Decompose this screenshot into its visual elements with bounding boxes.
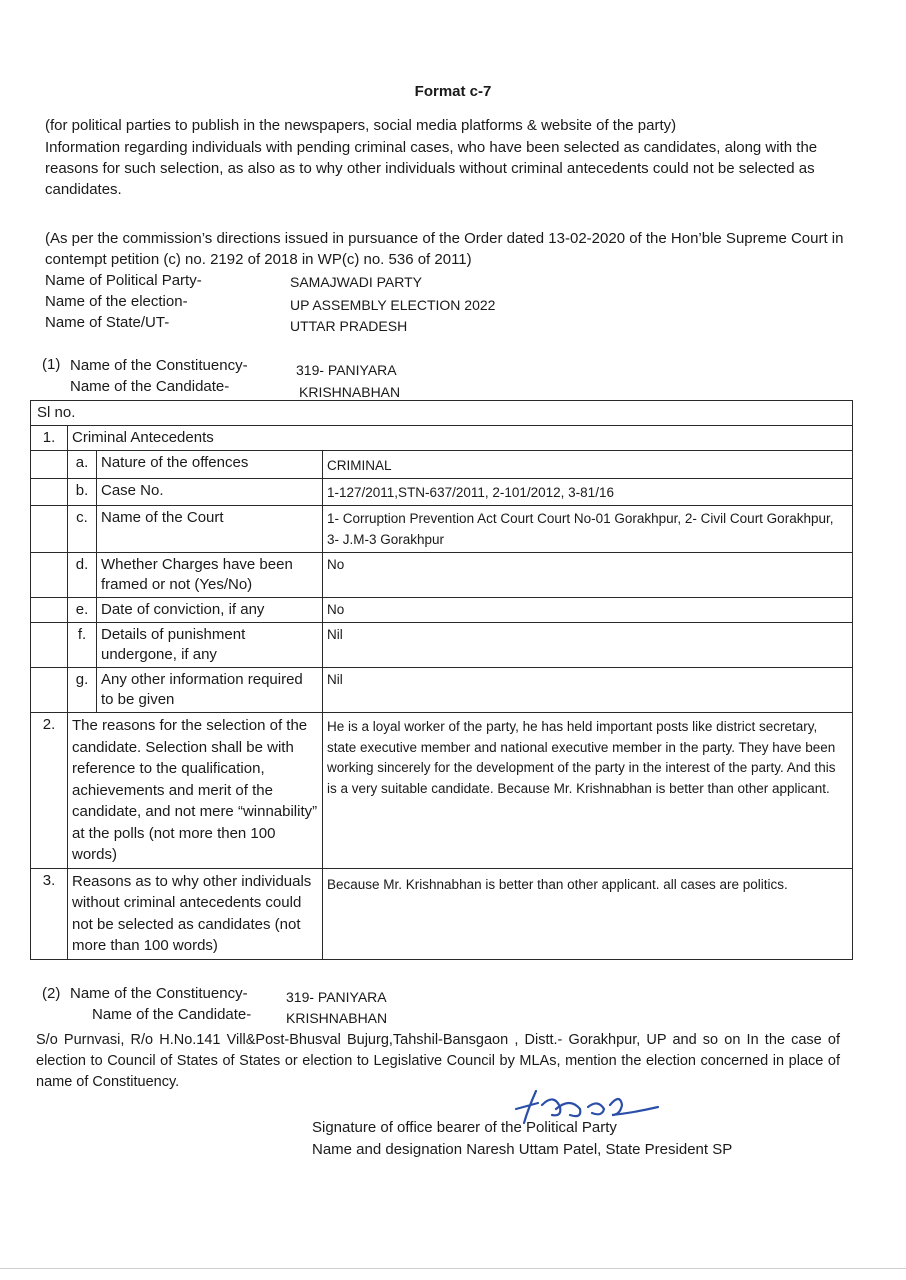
empty-cell <box>31 668 68 713</box>
signature-line: Signature of office bearer of the Political Party <box>312 1119 617 1136</box>
sub-f-label: Details of punishment undergone, if any <box>97 623 323 668</box>
empty-cell <box>31 506 68 553</box>
sub-c-value: 1- Corruption Prevention Act Court Court No-01 Gorakhpur, 2- Civil Court Gorakhpur, 3- J.M-3 Gorakhpur <box>323 506 853 553</box>
sub-b-label: Case No. <box>97 479 323 506</box>
intro-line-1: (for political parties to publish in the newspapers, social media platforms & website of the party) <box>45 117 677 134</box>
commission-directions: (As per the commission’s directions issued in pursuance of the Order dated 13-02-2020 of the Hon’ble Supreme Court in contempt petition (c) no. 2192 of 2018 in WP(c) no. 536 of 2011) <box>45 230 844 268</box>
row-2-number: 2. <box>31 713 68 869</box>
sub-d-label: Whether Charges have been framed or not (Yes/No) <box>97 553 323 598</box>
party-value: SAMAJWADI PARTY <box>290 274 422 290</box>
section-2-number: (2) <box>42 985 61 1002</box>
election-label: Name of the election- <box>45 293 188 310</box>
row-1-label: Criminal Antecedents <box>68 426 853 451</box>
sub-b-value: 1-127/2011,STN-637/2011, 2-101/2012, 3-81/16 <box>323 479 853 506</box>
sub-f-letter: f. <box>68 623 97 668</box>
section-1-candidate-label: Name of the Candidate- <box>70 378 230 395</box>
empty-cell <box>31 451 68 479</box>
state-value: UTTAR PRADESH <box>290 318 408 334</box>
sub-g-value: Nil <box>323 668 853 713</box>
section-2-candidate-value: KRISHNABHAN <box>286 1010 388 1026</box>
table-header-row <box>31 401 853 426</box>
sub-c-label: Name of the Court <box>97 506 323 553</box>
party-label: Name of Political Party- <box>45 272 202 289</box>
sub-e-value: No <box>323 598 853 623</box>
table-row <box>31 668 853 713</box>
row-3-label: Reasons as to why other individuals without criminal antecedents could not be selected as candidates (not more than 100 words) <box>68 868 323 959</box>
election-value: UP ASSEMBLY ELECTION 2022 <box>290 297 496 313</box>
empty-cell <box>31 479 68 506</box>
table-row <box>31 623 853 668</box>
criminal-antecedents-table <box>30 400 853 960</box>
sub-a-label: Nature of the offences <box>97 451 323 479</box>
page-bottom-edge <box>0 1268 906 1269</box>
sub-f-value: Nil <box>323 623 853 668</box>
sub-e-letter: e. <box>68 598 97 623</box>
sub-a-value: CRIMINAL <box>323 451 853 479</box>
sub-e-label: Date of conviction, if any <box>97 598 323 623</box>
sub-d-value: No <box>323 553 853 598</box>
sl-no-header: Sl no. <box>31 401 853 426</box>
format-title: Format c-7 <box>414 83 492 100</box>
section-1-constituency-value: 319- PANIYARA <box>296 362 397 378</box>
section-2-constituency-label: Name of the Constituency- <box>70 985 248 1002</box>
row-2-value: He is a loyal worker of the party, he has held important posts like district secretary, state executive member and national executive member in the party. They have been working sincerely for the development of the party in the interest of the party. And this is a very suitable candidate. Because Mr. Krishnabhan is better than other applicant. <box>323 713 853 869</box>
table-row <box>31 506 853 553</box>
row-2-label: The reasons for the selection of the candidate. Selection shall be with reference to the qualification, achievements and merit of the candidate, and not mere “winnability” at the polls (not more then 100 words) <box>68 713 323 869</box>
row-3-value: Because Mr. Krishnabhan is better than other applicant. all cases are politics. <box>323 868 853 959</box>
sub-g-letter: g. <box>68 668 97 713</box>
sub-a-letter: a. <box>68 451 97 479</box>
name-designation: Name and designation Naresh Uttam Patel, State President SP <box>312 1141 733 1158</box>
empty-cell <box>31 553 68 598</box>
table-row <box>31 598 853 623</box>
section-2-constituency-value: 319- PANIYARA <box>286 989 387 1005</box>
table-row <box>31 868 853 959</box>
table-row <box>31 553 853 598</box>
address-and-note: S/o Purnvasi, R/o H.No.141 Vill&Post-Bhusval Bujurg,Tahshil-Bansgaon , Distt.- Gorakhpur, UP and so on In the case of election to Council of States of States or election to Legislative Council by MLAs, mention the election concerned in place of name of Constituency. <box>36 1032 840 1090</box>
intro-line-2: Information regarding individuals with pending criminal cases, who have been selected as candidates, along with the reasons for such selection, as also as to why other individuals without criminal antecedents could not be selected as candidates. <box>45 139 818 198</box>
section-1-candidate-value: KRISHNABHAN <box>299 384 401 400</box>
empty-cell <box>31 623 68 668</box>
state-label: Name of State/UT- <box>45 314 170 331</box>
sub-g-label: Any other information required to be given <box>97 668 323 713</box>
row-3-number: 3. <box>31 868 68 959</box>
table-row <box>31 479 853 506</box>
sub-b-letter: b. <box>68 479 97 506</box>
section-1-number: (1) <box>42 356 61 373</box>
table-row <box>31 426 853 451</box>
row-1-number: 1. <box>31 426 68 451</box>
sub-d-letter: d. <box>68 553 97 598</box>
section-2-candidate-label: Name of the Candidate- <box>92 1006 252 1023</box>
empty-cell <box>31 598 68 623</box>
table-row <box>31 713 853 869</box>
section-1-constituency-label: Name of the Constituency- <box>70 357 248 374</box>
table-row <box>31 451 853 479</box>
sub-c-letter: c. <box>68 506 97 553</box>
